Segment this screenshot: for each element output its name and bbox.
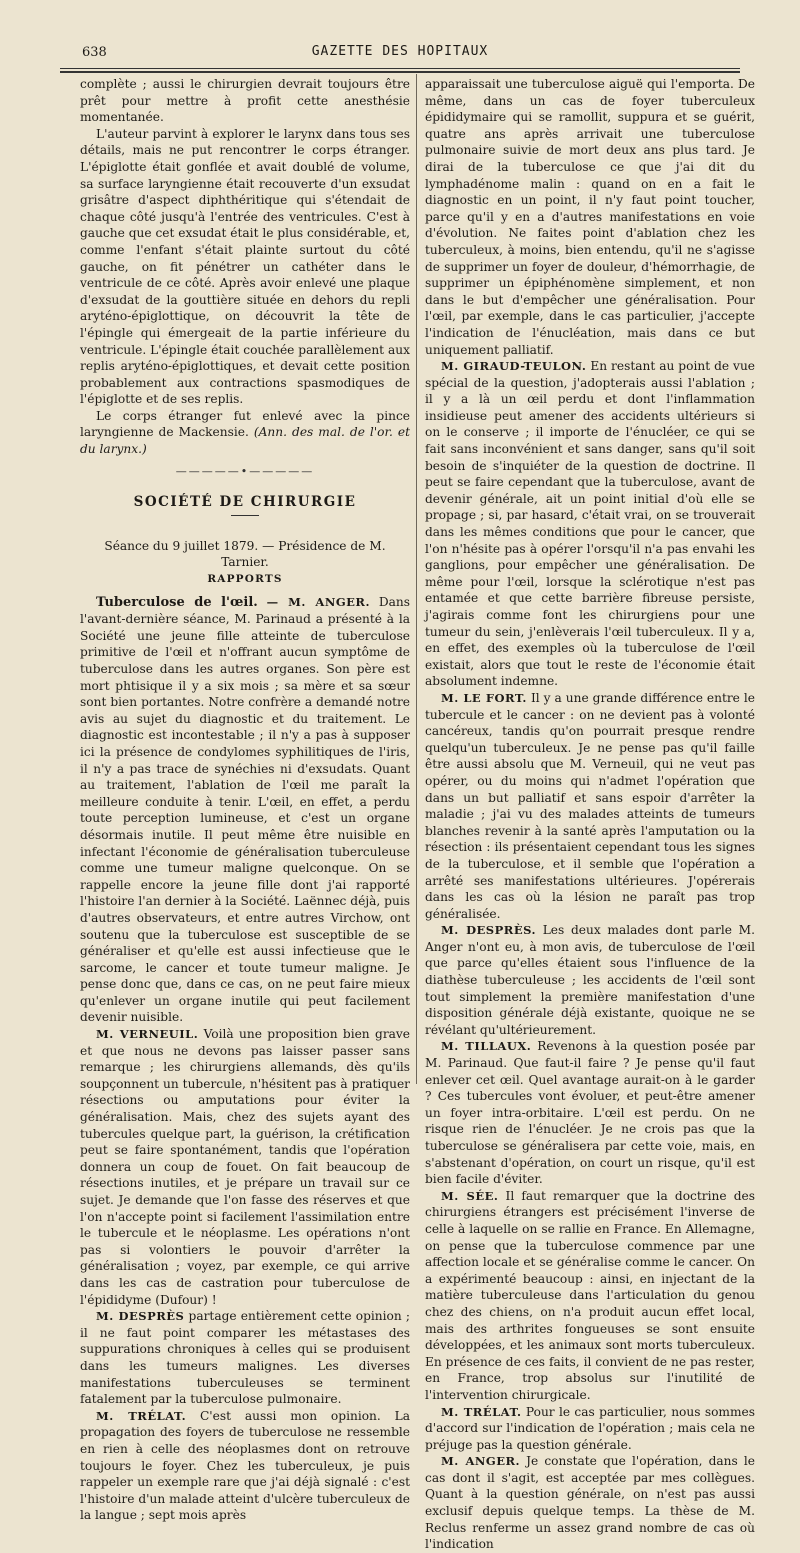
paragraph — [80, 1308, 410, 1408]
paragraph — [425, 1453, 755, 1553]
speaker: M. ANGER. — [441, 1454, 521, 1469]
header-rule-thick — [60, 71, 740, 73]
speaker: M. SÉE. — [441, 1188, 499, 1203]
right-column — [425, 76, 755, 1553]
paragraph-text: Pour le cas particulier, nous sommes d'accord sur l'indication de l'opération ; mais cela ne préjuge pas la question générale. — [425, 1404, 756, 1452]
paragraph: apparaissait une tuberculose aiguë qui l'emporta. De même, dans un cas de foyer tuberculeux épididymaire qui se ramollit, suppura et se guérit, quatre ans après arrivait une tuberculose pulmonaire suivie de mort deux ans plus tard. Je dirai de la tuberculose ce que j'ai dit du lymphadénome malin : quand on en a fait le diagnostic en un point, il n'y faut point toucher, parce qu'il y en a d'autres manifestations en voie d'évolution. Ne faites point d'ablation chez les tuberculeux, à moins, bien entendu, qu'il ne s'agisse de supprimer un foyer de douleur, d'hémorrhagie, de supprimer un épiphénomène simplement, et non dans le but d'empêcher une généralisation. Pour l'œil, par exemple, dans le cas particulier, j'accepte l'indication de l'énucléation, mais dans ce but uniquement palliatif. — [425, 77, 755, 357]
paragraph — [425, 922, 755, 1038]
running-title: GAZETTE DES HOPITAUX — [311, 44, 489, 59]
page-header — [60, 40, 740, 64]
speaker: M. GIRAUD-TEULON. — [441, 359, 587, 374]
article-title: Tuberculose de l'œil. — [96, 594, 258, 610]
paragraph — [425, 1188, 755, 1404]
ornament-divider: —————•————— — [175, 464, 315, 478]
paragraph — [80, 594, 410, 1026]
paragraph — [425, 1404, 755, 1454]
subheading-rapports: RAPPORTS — [207, 573, 283, 586]
paragraph-text: En restant au point de vue spécial de la question, j'adopterais aussi l'ablation ; il y a là un œil perdu et dont l'inflammation insidieuse peut amener des accidents ultérieurs si on le conserve ; il importe de l'énucléer, ce qui se fait sans inconvénient et sans danger, sans qu'il soit besoin de s'inquiéter de la question de doctrine. Il peut se faire cependant que la tuberculose, avant de devenir générale, ait un point initial d'où elle se propage ; si, par hasard, c'était vrai, on se trouverait dans les mêmes conditions que pour le cancer, que l'on n'hésite pas à opérer l'orsqu'il n'a pas envahi les ganglions, pour empêcher une généralisation. De même pour l'œil, lorsque la sclérotique n'est pas entamée et que cette barrière fibreuse persiste, j'agirais comme font les chirurgiens pour une tumeur du sein, j'enlèverais l'œil tuberculeux. Il y a, en effet, des exemples où la tuberculose de l'œil existait, alors que tout le reste de l'économie était absolument indemne. — [425, 359, 755, 689]
page-number: 638 — [82, 45, 107, 60]
speaker: M. TRÉLAT. — [96, 1408, 187, 1423]
paragraph-text: Les deux malades dont parle M. Anger n'ont eu, à mon avis, de tuberculose de l'œil que parce qu'elles étaient sous l'influence de la diathèse tuberculeuse ; les accidents de l'œil sont tout simplement la première manifestation d'une disposition générale déjà existante, quoique ne se révélant qu'ultérieurement. — [425, 923, 755, 1037]
speaker: M. LE FORT. — [441, 690, 527, 705]
citation: (Ann. des mal. de l'or. et du larynx.) — [80, 425, 411, 457]
paragraph-text: Voilà une proposition bien grave et que nous ne devons pas laisser passer sans remarque ; les chirurgiens allemands, dès qu'ils soupçonnent un tubercule, n'hésitent pas à pratiquer résections ou amputations pour éviter la généralisation. Mais, chez des sujets ayant des tubercules quelque part, la guérison, la crétification peut se faire spontanément, tandis que l'opération donnera un coup de fouet. On fait beaucoup de résections inutiles, et je prépare un travail sur ce sujet. Je demande que l'on fasse des réserves et que l'on n'accepte point si facilement l'assimilation entre le tubercule et le néoplasme. Les opérations n'ont pas si volontiers le pouvoir d'arrêter la généralisation ; voyez, par exemple, ce qui arrive dans les cas de castration pour tuberculose de l'épididyme (Dufour) ! — [80, 1027, 411, 1307]
column-separator — [416, 74, 417, 1084]
speaker: M. TRÉLAT. — [441, 1404, 522, 1419]
speaker: — M. ANGER. — [266, 594, 370, 609]
paragraph-text: Le corps étranger fut enlevé avec la pince laryngienne de Mackensie. — [80, 408, 410, 440]
speaker: M. TILLAUX. — [441, 1039, 532, 1054]
section-title: SOCIÉTÉ DE CHIRURGIE — [133, 494, 357, 511]
paragraph — [425, 690, 755, 922]
speaker: M. DESPRÈS. — [441, 923, 536, 938]
paragraph — [80, 1026, 410, 1308]
speaker: M. VERNEUIL. — [96, 1027, 199, 1042]
left-column — [80, 76, 410, 1524]
paragraph-text: Revenons à la question posée par M. Parinaud. Que faut-il faire ? Je pense qu'il faut enlever cet œil. Quel avantage aurait-on à le garder ? Ces tubercules vont évoluer, et peut-être amener un foyer intra-orbitaire. L'œil est perdu. On ne risque rien de l'énucléer. Je ne crois pas que la tuberculose se généralisera par cette voie, mais, en s'abstenant d'opération, on court un risque, qu'il est bien facile d'éviter. — [425, 1039, 755, 1187]
paragraph-text: partage entièrement cette opinion ; il ne faut point comparer les métastases des suppurations chroniques à celles qui se produisent dans les tumeurs malignes. Les diverses manifestations tuberculeuses se terminent fatalement par la tuberculose pulmonaire. — [80, 1309, 411, 1407]
paragraph — [80, 1408, 410, 1524]
paragraph: L'auteur parvint à explorer le larynx dans tous ses détails, mais ne put rencontrer le corps étranger. L'épiglotte était gonflée et avait doublé de volume, sa surface laryngienne était recouverte d'un exsudat grisâtre d'aspect diphthéritique qui s'étendait de chaque côté jusqu'à l'entrée des ventricules. C'est à gauche que cet exsudat était le plus considérable, et, comme l'enfant s'était plainte surtout du côté gauche, on fit pénétrer un cathéter dans le ventricule de ce côté. Après avoir enlevé une plaque d'exsudat de la gouttière située en dehors du repli aryténo-épiglottique, on découvrit la tête de l'épingle qui émergeait de la partie inférieure du ventricule. L'épingle était couchée parallèlement aux replis aryténo-épiglottiques, et devait cette position probablement aux contractions spasmodiques de l'épiglotte et de ses replis. — [80, 126, 410, 407]
session-line: Séance du 9 juillet 1879. — Présidence de M. Tarnier. — [104, 538, 386, 570]
paragraph-text: Dans l'avant-dernière séance, M. Parinaud a présenté à la Société une jeune fille atteinte de tuberculose primitive de l'œil et n'offrant aucun symptôme de tuberculose dans les autres organes. Son père est mort phtisique il y a six mois ; sa mère et sa sœur sont bien portantes. Notre confrère a demandé notre avis au sujet du diagnostic et du traitement. Le diagnostic est incontestable ; il n'y a pas à supposer ici la présence de condylomes syphilitiques de l'iris, il n'y a pas trace de synéchies ni d'exsudats. Quant au traitement, l'ablation de l'œil me paraît la meilleure conduite à tenir. L'œil, en effet, a perdu toute perception lumineuse, et c'est un organe désormais inutile. Il peut même être nuisible en infectant l'économie de généralisation tuberculeuse comme une tumeur maligne quelconque. On se rappelle encore la jeune fille dont j'ai rapporté l'histoire l'an dernier à la Société. Laënnec déjà, puis d'autres observateurs, et entre autres Virchow, ont soutenu que la tuberculose est susceptible de se généraliser et qu'elle est aussi infectieuse que le sarcome, le cancer et toute tumeur maligne. Je pense donc que, dans ce cas, on ne peut faire mieux qu'enlever un organe inutile qui peut facilement devenir nuisible. — [80, 594, 411, 1025]
paragraph-text: Il faut remarquer que la doctrine des chirurgiens étrangers est précisément l'inverse de celle à laquelle on se rallie en France. En Allemagne, on pense que la tuberculose commence par une affection locale et se généralise comme le cancer. On a expérimenté beaucoup : ainsi, en injectant de la matière tuberculeuse dans l'articulation du genou chez des chiens, on n'a produit aucun effet local, mais des arthrites fongueuses se sont ensuite développées, et les animaux sont morts tuberculeux. En présence de ces faits, il convient de ne pas rester, en France, trop absolus sur l'inutilité de l'intervention chirurgicale. — [425, 1188, 755, 1402]
paragraph — [425, 1038, 755, 1187]
section-rule — [231, 515, 259, 516]
paragraph-text: C'est aussi mon opinion. La propagation des foyers de tuberculose ne ressemble en rien à celle des néoplasmes dont on retrouve toujours le foyer. Chez les tuberculeux, je puis rappeler un exemple rare que j'ai déjà signalé : c'est l'histoire d'un malade atteint d'ulcère tuberculeux de la langue ; sept mois après — [80, 1408, 411, 1523]
paragraph-text: Il y a une grande différence entre le tubercule et le cancer : on ne devient pas à volonté cancéreux, tandis qu'on pourrait presque rendre quelqu'un tuberculeux. Je ne pense pas qu'il faille être aussi absolu que M. Verneuil, qui ne veut pas opérer, ou du moins qui n'admet l'opération que dans un but palliatif et sans espoir d'arrêter la maladie ; j'ai vu des malades atteints de tumeurs blanches revenir à la santé après l'amputation ou la résection : ils présentaient cependant tous les signes de la tuberculose, et il semble que l'opération a arrêté ses manifestations ultérieures. J'opérerais dans les cas où la lésion ne paraît pas trop généralisée. — [425, 690, 755, 921]
paragraph — [425, 358, 755, 690]
speaker: M. DESPRÈS — [96, 1309, 185, 1324]
paragraph-text: Je constate que l'opération, dans le cas dont il s'agit, est acceptée par mes collègues. Quant à la question générale, on n'est pas aussi exclusif depuis quelque temps. La thèse de M. Reclus renferme un assez grand nombre de cas où l'indication — [425, 1454, 755, 1552]
header-rule — [60, 68, 740, 69]
paragraph — [80, 408, 410, 458]
paragraph: complète ; aussi le chirurgien devrait toujours être prêt pour mettre à profit cette anesthésie momentanée. — [80, 77, 410, 125]
